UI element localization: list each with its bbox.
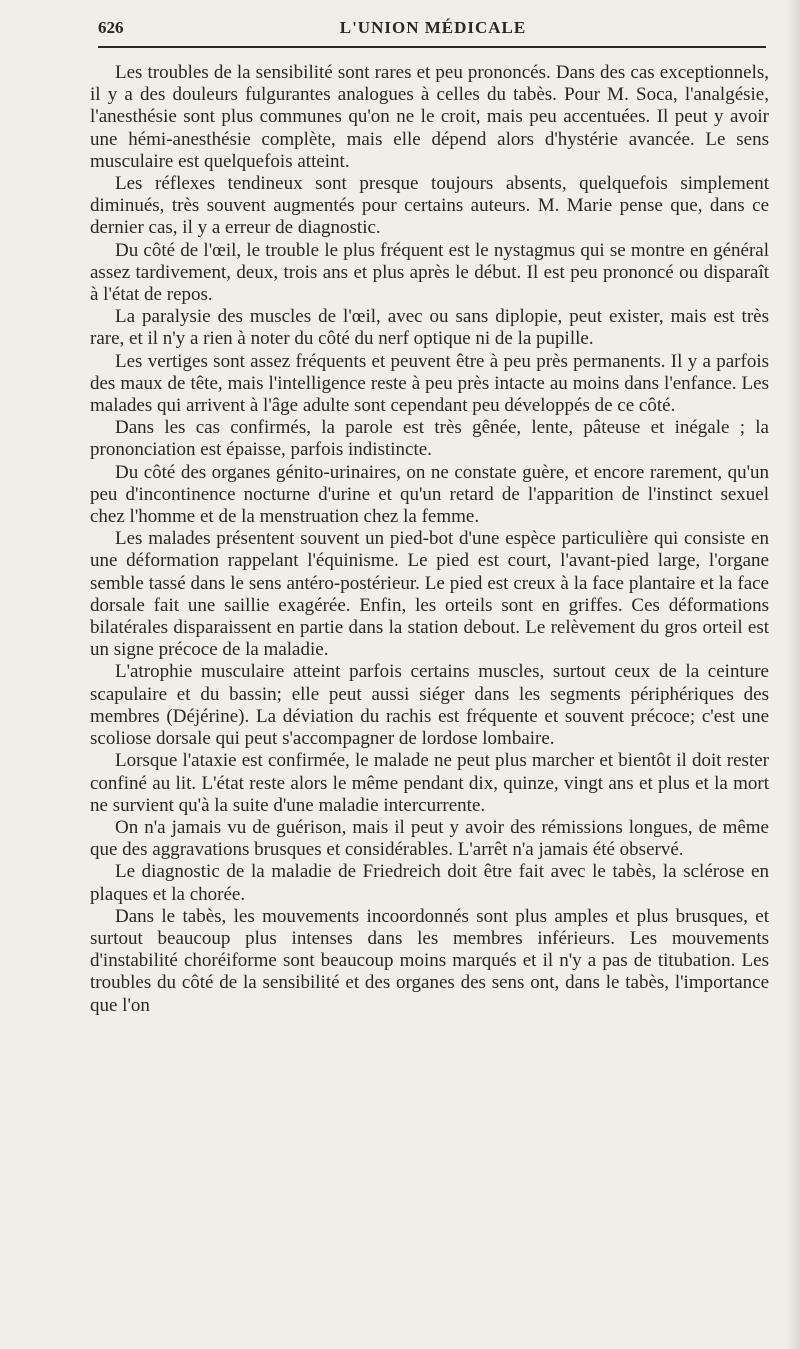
paragraph-reflexes: Les réflexes tendineux sont presque toujours absents, quelquefois simplement diminués, très souvent augmentés pour certains auteurs. M. Marie pense que, dans ce dernier cas, il y a erreur de diagnostic. [90, 173, 769, 239]
paragraph-sensibilite: Les troubles de la sensibilité sont rares et peu prononcés. Dans des cas exceptionnels, il y a des douleurs fulgurantes analogues à celles du tabès. Pour M. Soca, l'analgésie, l'anesthésie sont plus communes qu'on ne le croit, mais peu accentuées. Il peut y avoir une hémi-anesthésie complète, mais elle dépend alors d'hystérie avancée. Le sens musculaire est quelquefois atteint. [90, 62, 769, 172]
page-number: 626 [98, 18, 124, 37]
paragraph-pied-bot: Les malades présentent souvent un pied-bot d'une espèce particulière qui consiste en une déformation rappelant l'équinisme. Le pied est court, l'avant-pied large, l'organe semble tassé dans le sens antéro-postérieur. Le pied est creux à la face plantaire et la face dorsale fait une saillie exagérée. Enfin, les orteils sont en griffes. Ces déformations bilatérales disparaissent en partie dans la station debout. Le relèvement du gros orteil est un signe précoce de la maladie. [90, 528, 769, 661]
paragraph-diagnostic: Le diagnostic de la maladie de Friedreich doit être fait avec le tabès, la sclérose en plaques et la chorée. [90, 861, 769, 905]
paragraph-remissions: On n'a jamais vu de guérison, mais il peut y avoir des rémissions longues, de même que des aggravations brusques et considérables. L'arrêt n'a jamais été observé. [90, 816, 769, 861]
paragraph-parole: Dans les cas confirmés, la parole est très gênée, lente, pâteuse et inégale ; la prononciation est épaisse, parfois indistincte. [90, 417, 769, 461]
paragraph-paralysie-oeil: La paralysie des muscles de l'œil, avec ou sans diplopie, peut exister, mais est très rare, et il n'y a rien à noter du côté du nerf optique ni de la pupille. [90, 306, 769, 350]
journal-title: L'UNION MÉDICALE [339, 18, 527, 37]
header-rule [98, 46, 766, 48]
running-header [98, 14, 768, 46]
paragraph-atrophie: L'atrophie musculaire atteint parfois certains muscles, surtout ceux de la ceinture scapulaire et du bassin; elle peut aussi siéger dans les segments périphériques des membres (Déjérine). La déviation du rachis est fréquente et souvent précoce; c'est une scoliose dorsale qui peut s'accompagner de lordose lombaire. [90, 661, 769, 750]
paragraph-vertiges: Les vertiges sont assez fréquents et peuvent être à peu près permanents. Il y a parfois des maux de tête, mais l'intelligence reste à peu près intacte au moins dans l'enfance. Les malades qui arrivent à l'âge adulte sont cependant peu développés de ce côté. [90, 350, 769, 417]
paragraph-genito-urinaires: Du côté des organes génito-urinaires, on ne constate guère, et encore rarement, qu'un peu d'incontinence nocturne d'urine et qu'un retard de l'apparition de l'instinct sexuel chez l'homme et de la menstruation chez la femme. [90, 461, 769, 528]
paragraph-ataxie: Lorsque l'ataxie est confirmée, le malade ne peut plus marcher et bientôt il doit rester confiné au lit. L'état reste alors le même pendant dix, quinze, vingt ans et plus et la mort ne survient qu'à la suite d'une maladie intercurrente. [90, 750, 769, 816]
page-edge-shadow [786, 0, 800, 1349]
paragraph-nystagmus: Du côté de l'œil, le trouble le plus fréquent est le nystagmus qui se montre en général assez tardivement, deux, trois ans et plus après le début. Il est peu prononcé ou disparaît à l'état de repos. [90, 239, 769, 306]
paragraph-tabes: Dans le tabès, les mouvements incoordonnés sont plus amples et plus brusques, et surtout beaucoup plus intenses dans les membres inférieurs. Les mouvements d'instabilité choréiforme sont beaucoup moins marqués et il n'y a pas de titubation. Les troubles du côté de la sensibilité et des organes des sens ont, dans le tabès, l'importance que l'on [90, 905, 769, 1016]
article-body [90, 62, 769, 1017]
